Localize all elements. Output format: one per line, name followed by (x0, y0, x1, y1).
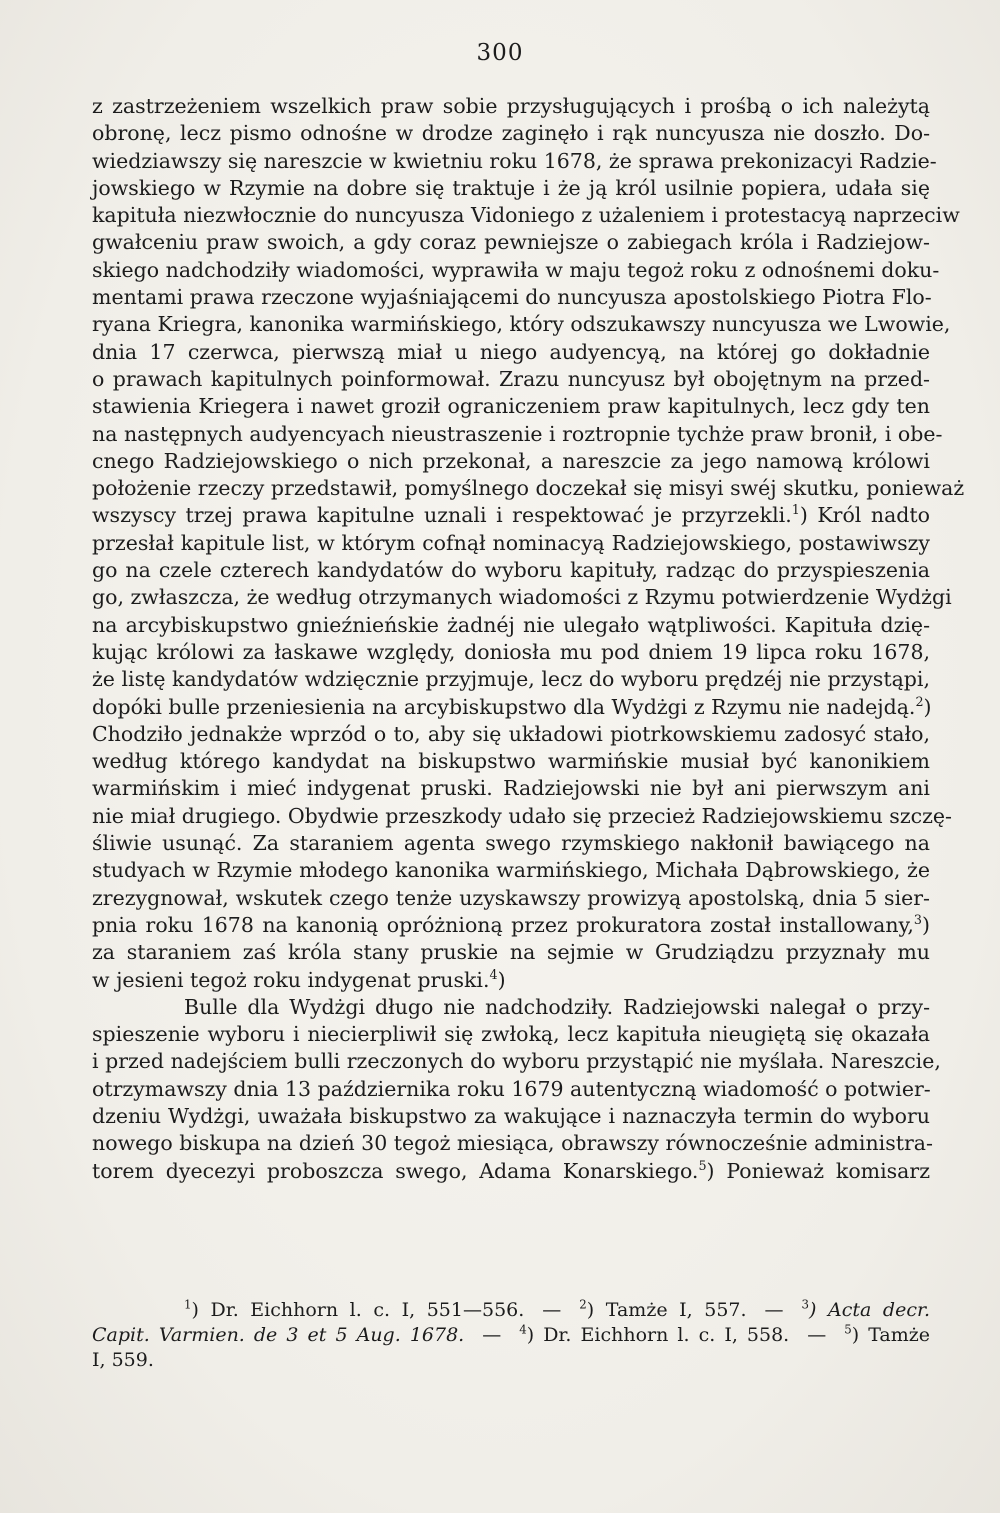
footnote-text: ) Dr. Eichhorn l. c. I, 551—556. (191, 1299, 525, 1321)
footnote-ref: 4 (489, 966, 498, 982)
footnote-text: ) Acta decr. (809, 1299, 930, 1321)
text-line: ryana Kriegra, kanonika warmińskiego, który odszukawszy nuncyusza we Lwowie, (92, 312, 951, 337)
separator: — (764, 1299, 784, 1321)
separator: — (542, 1299, 562, 1321)
footnote-text: ) Tamże I, 557. (586, 1299, 747, 1321)
paragraph-2 (92, 994, 941, 1158)
text-line: gwałceniu praw swoich, a gdy coraz pewniejsze o zabiegach króla i Radziejow- (92, 230, 930, 255)
separator: — (482, 1324, 502, 1346)
text-line: według którego kandydat na biskupstwo warmińskie musiał być kanonikiem (92, 749, 930, 774)
text-line: dzeniu Wydżgi, uważała biskupstwo za wakujące i naznaczyła termin do wyboru (92, 1103, 930, 1128)
text-segment: torem dyecezyi proboszcza swego, Adama Konarskiego. (92, 1158, 699, 1183)
footnote-number: 4 (519, 1322, 527, 1337)
footnote-line (92, 1323, 930, 1348)
text-line (92, 1158, 930, 1185)
text-line: dnia 17 czerwca, pierwszą miał u niego audyencyą, na której go dokładnie (92, 339, 930, 364)
text-line: go na czele czterech kandydatów do wyboru kapituły, radząc do przyspieszenia (92, 558, 930, 583)
text-line: nowego biskupa na dzień 30 tegoż miesiąca, obrawszy równocześnie administra- (92, 1131, 933, 1156)
text-line: na arcybiskupstwo gnieźnieńskie żadnéj nie ulegało wątpliwości. Kapituła dzię- (92, 612, 930, 637)
text-line: o prawach kapitulnych poinformował. Zrazu nuncyusz był obojętnym na przed- (92, 366, 930, 391)
footnote-text: ) Dr. Eichhorn l. c. I, 558. (526, 1324, 790, 1346)
text-line: warmińskim i mieć indygenat pruski. Radziejowski nie był ani pierwszym ani (92, 776, 930, 801)
text-line: nie miał drugiego. Obydwie przeszkody udało się przecież Radziejowskiemu szczę- (92, 803, 952, 828)
text-line (92, 912, 930, 939)
footnote-ref: 3 (913, 912, 922, 928)
footnote-ref: 5 (698, 1157, 707, 1173)
text-line (92, 502, 930, 529)
text-line: go, zwłaszcza, że według otrzymanych wiadomości z Rzymu potwierdzenie Wydżgi (92, 585, 952, 610)
footnote-line: I, 559. (92, 1349, 154, 1371)
paragraph-1 (92, 93, 965, 502)
footnote-line (92, 1298, 930, 1323)
text-line: że listę kandydatów wdzięcznie przyjmuje, lecz do wyboru prędzéj nie przystąpi, (92, 667, 930, 692)
text-segment: ) (923, 694, 932, 719)
footnote-number: 1 (184, 1297, 192, 1312)
text-segment: wszyscy trzej prawa kapitulne uznali i respektować je przyrzekli. (92, 503, 792, 528)
body-text (92, 93, 965, 1185)
footnote-number: 2 (579, 1297, 587, 1312)
text-line (92, 967, 930, 994)
footnotes (92, 1298, 930, 1373)
text-segment: ) Król nadto (799, 503, 930, 528)
text-line: z zastrzeżeniem wszelkich praw sobie przysługujących i prośbą o ich należytą (92, 94, 930, 118)
text-line: studyach w Rzymie młodego kanonika warmińskiego, Michała Dąbrowskiego, że (92, 858, 930, 883)
footnote-number: 3 (801, 1297, 810, 1312)
text-line: śliwie usunąć. Za staraniem agenta swego rzymskiego nakłonił bawiącego na (92, 831, 930, 856)
paragraph-1b (92, 530, 952, 694)
text-segment: dopóki bulle przeniesienia na arcybiskupstwo dla Wydżgi z Rzymu nie nadejdą. (92, 694, 916, 719)
text-line: za staraniem zaś króla stany pruskie na sejmie w Grudziądzu przyznały mu (92, 940, 930, 965)
text-line: cnego Radziejowskiego o nich przekonał, a nareszcie za jego namową królowi (92, 448, 930, 473)
page-number: 300 (476, 40, 524, 66)
footnote-ref: 2 (915, 693, 924, 709)
text-line: spieszenie wyboru i niecierpliwił się zwłoką, lecz kapituła nieugiętą się okazała (92, 1022, 930, 1047)
text-line: jowskiego w Rzymie na dobre się traktuje i że ją król usilnie popiera, udała się (92, 175, 930, 200)
text-line: otrzymawszy dnia 13 października roku 1679 autentyczną wiadomość o potwier- (92, 1076, 931, 1101)
text-line: przesłał kapitule list, w którym cofnął nominacyą Radziejowskiego, postawiwszy (92, 530, 930, 555)
text-line: obronę, lecz pismo odnośne w drodze zaginęło i rąk nuncyusza nie doszło. Do- (92, 121, 930, 146)
text-line (92, 694, 930, 721)
text-line: wiedziawszy się nareszcie w kwietniu roku 1678, że sprawa prekonizacyi Radzie- (92, 148, 937, 173)
footnote-text: ) Tamże (851, 1324, 931, 1346)
paragraph-1c (92, 721, 952, 912)
text-line: Chodziło jednakże wprzód o to, aby się układowi piotrkowskiemu zadosyć stało, (92, 721, 930, 746)
text-line: na następnych audyencyach nieustraszenie i roztropnie tychże praw bronił, i obe- (92, 421, 943, 446)
footnote-text: Capit. Varmien. de 3 et 5 Aug. 1678. (92, 1324, 465, 1346)
text-line: zrezygnował, wskutek czego tenże uzyskawszy prowizyą apostolską, dnia 5 sier- (92, 885, 930, 910)
text-segment: ) (497, 967, 506, 992)
text-line: kapituła niezwłocznie do nuncyusza Vidoniego z użaleniem i protestacyą naprzeciw (92, 203, 960, 228)
footnote-ref: 1 (791, 502, 800, 518)
text-line: położenie rzeczy przedstawił, pomyślnego doczekał się misyi swéj skutku, ponieważ (92, 476, 965, 501)
text-line: mentami prawa rzeczone wyjaśniającemi do nuncyusza apostolskiego Piotra Flo- (92, 285, 932, 310)
text-line: skiego nadchodziły wiadomości, wyprawiła w maju tegoż roku z odnośnemi doku- (92, 257, 940, 282)
footnote-number: 5 (844, 1322, 852, 1337)
separator: — (807, 1324, 827, 1346)
text-line: stawienia Kriegera i nawet groził ograniczeniem praw kapitulnych, lecz gdy ten (92, 394, 930, 419)
text-line: Bulle dla Wydżgi długo nie nadchodziły. Radziejowski nalegał o przy- (184, 994, 930, 1019)
text-line: i przed nadejściem bulli rzeczonych do wyboru przystąpić nie myślała. Nareszcie, (92, 1049, 941, 1074)
text-segment: pnia roku 1678 na kanonią opróżnioną przez prokuratora został installowany, (92, 912, 914, 937)
text-line: kując królowi za łaskawe względy, doniosła mu pod dniem 19 lipca roku 1678, (92, 639, 930, 664)
text-segment: ) (922, 912, 930, 937)
text-segment: w jesieni tegoż roku indygenat pruski. (92, 967, 490, 992)
text-segment: ) Ponieważ komisarz (706, 1158, 931, 1183)
